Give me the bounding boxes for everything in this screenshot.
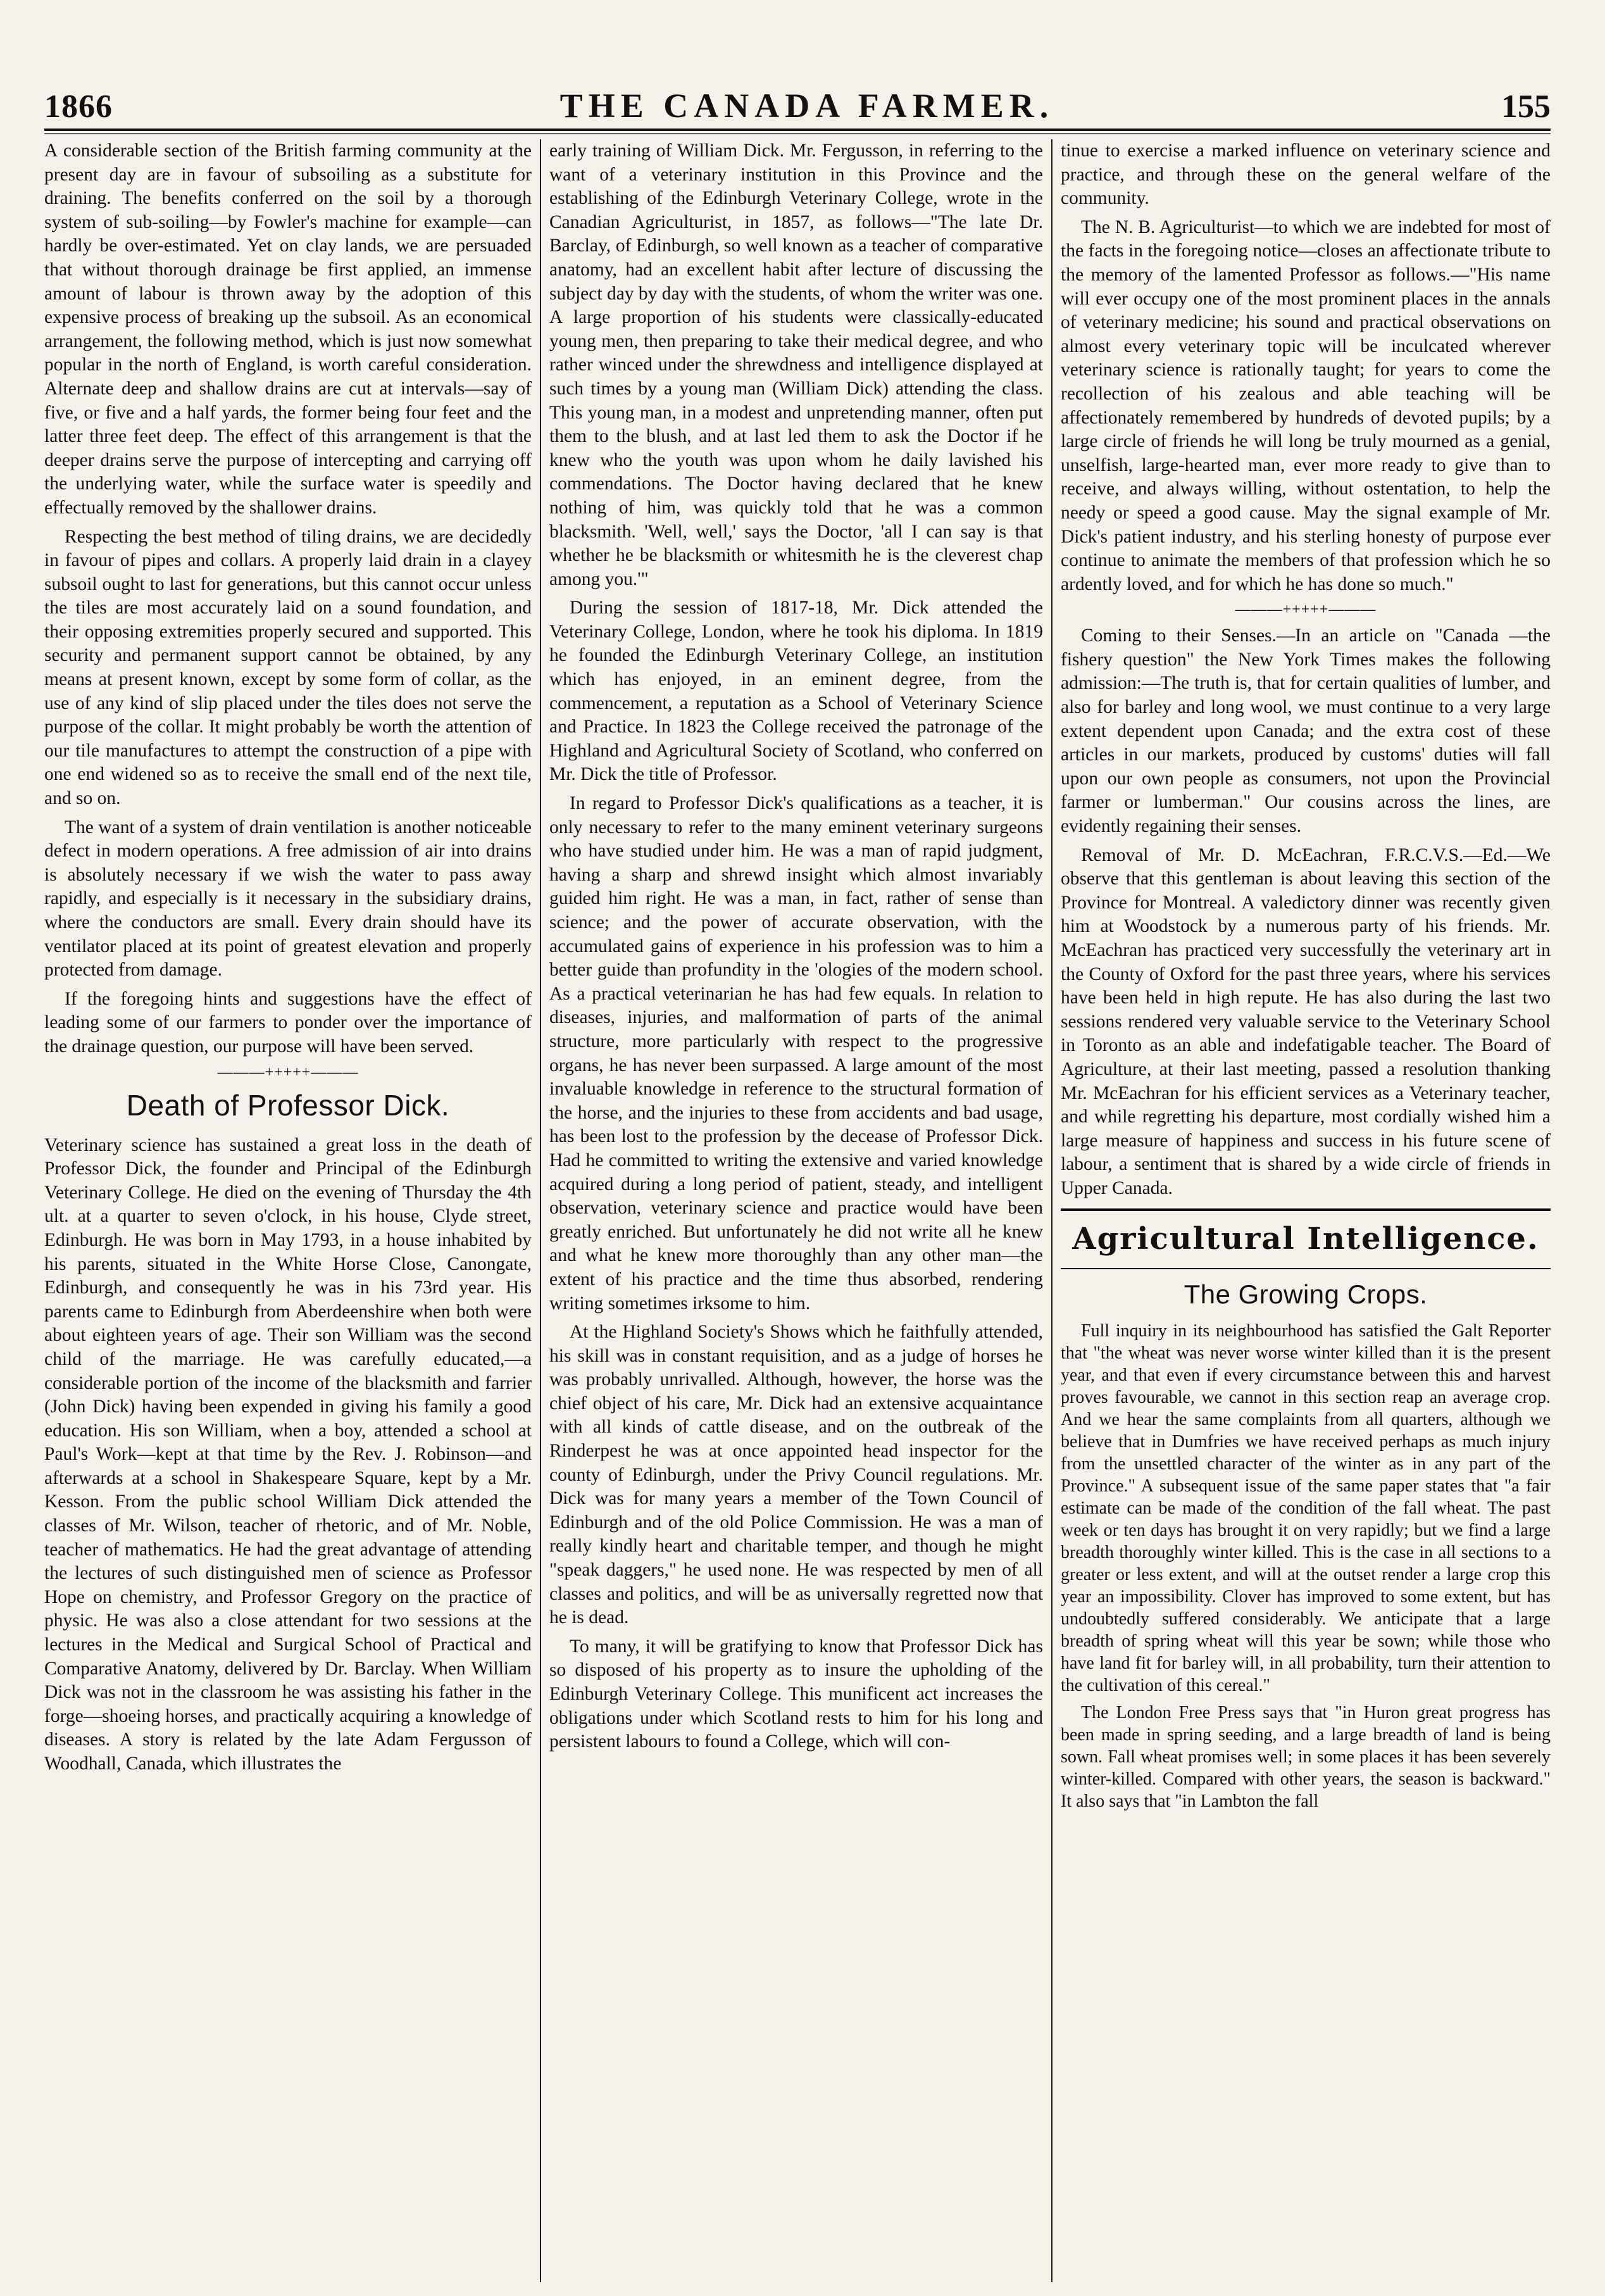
article-paragraph: Veterinary science has sustained a great loss in the death of Professor Dick, the founder and Principal of the Edinburgh Veterinary College. He died on the evening of Thursday the 4th ult. at a quarter to seven o'clock, in his house, Clyde street, Edinburgh. He was born in May 1793, in a house inhabited by his parents, situated in the White Horse Close, Canongate, Edinburgh, and consequently he was in his 73rd year. His parents came to Edinburgh from Aberdeenshire when both were about eighteen years of age. Their son William was the second child of the marriage. He was carefully educated,—a considerable portion of the income of the blacksmith and farrier (John Dick) having been expended in giving his family a good education. His son William, when a boy, attended a school at Paul's Work—kept at that time by the Rev. J. Robinson—and afterwards at a school in Shakespeare Square, kept by a Mr. Kesson. From the public school William Dick attended the classes of Mr. Wilson, teacher of rhetoric, and of Mr. Noble, teacher of mathematics. He had the great advantage of attending the lectures of such distinguished men of science as Professor Hope on chemistry, and Professor Gregory on the practice of physic. He was also a close attendant for two sessions at the lectures in the Medical and Surgical School of Practical and Comparative Anatomy, delivered by Dr. Barclay. When William Dick was not in the classroom he was assisting his father in the forge—shoeing horses, and practically acquiring a knowledge of diseases. A story is related by the late Adam Fergusson of Woodhall, Canada, which illustrates the: [44, 1134, 532, 1774]
column-3: [1061, 139, 1551, 2282]
article-paragraph: Full inquiry in its neighbourhood has satisfied the Galt Reporter that "the wheat was never worse winter killed than it is the present year, and that even if every circumstance between this and harvest proves favourable, we cannot in this section reap an average crop. And we hear the same complaints from all quarters, although we believe that in Dumfries we have received perhaps as much injury from the unsettled character of the winter as in any part of the Province." A subsequent issue of the same paper states that "a fair estimate can be made of the condition of the fall wheat. The past week or ten days has brought it on very rapidly; but we find a large breadth thoroughly winter killed. This is the case in all sections to a greater or less extent, and will at the outset render a large crop this year an impossibility. Clover has improved to some extent, but has undoubtedly suffered considerably. We anticipate that a large breadth of spring wheat will this year be sown; while those who have land fit for barley will, in all probability, turn their attention to the cultivation of this cereal.": [1061, 1321, 1551, 1695]
masthead: [44, 75, 1551, 125]
column-1: [44, 139, 532, 2282]
article-heading: The Growing Crops.: [1183, 1279, 1428, 1309]
section-banner: [1061, 1208, 1551, 1269]
article-paragraph: The want of a system of drain ventilation is another noticeable defect in modern operations. A free admission of air into drains is absolutely necessary if we wish the water to pass away rapidly, and especially is it necessary in the subsidiary drains, where the conductors are small. Every drain should have its ventilator placed at its point of greatest elevation and properly protected from damage.: [44, 817, 532, 981]
section-separator: ———+++++———: [1235, 601, 1377, 618]
article-paragraph: early training of William Dick. Mr. Fergusson, in referring to the want of a veterinary institution in this Province and the establishing of the Edinburgh Veterinary College, wrote in the Canadian Agriculturist, in 1857, as follows—"The late Dr. Barclay, of Edinburgh, so well known as a teacher of comparative anatomy, had an excellent habit after lecture of discussing the subject day by day with the students, of whom the writer was one. A large proportion of his students were classically-educated young men, then preparing to take their medical degree, and who rather winced under the shrewdness and intelligence displayed at such times by a young man (William Dick) attending the class. This young man, in a modest and unpretending manner, often put them to the blush, and at last led them to ask the Doctor if he knew who the youth was upon whom he daily lavished his commendations. The Doctor having declared that he knew nothing of him, was quickly told that he was a common blacksmith. 'Well, well,' says the Doctor, 'all I can say is that whether he be blacksmith or whitesmith he is the cleverest chap among you.'": [549, 141, 1043, 589]
newspaper-title: THE CANADA FARMER.: [559, 87, 1054, 125]
article-paragraph: Coming to their Senses.—In an article on "Canada —the fishery question" the New York Times makes the following admission:—The truth is, that for certain qualities of lumber, and also for barley and long wool, we must continue to a very large extent dependent upon Canada; and the extra cost of these articles in our markets, produced by customs' duties will fall upon our own people as consumers, not upon the Provincial farmer or lumberman." Our cousins across the lines, are evidently regaining their senses.: [1061, 625, 1551, 837]
section-separator: ———+++++———: [217, 1063, 359, 1081]
header-rule-thin: [44, 133, 1551, 134]
page-number: 155: [1501, 89, 1551, 125]
article-paragraph: During the session of 1817-18, Mr. Dick attended the Veterinary College, London, where he took his diploma. In 1819 he founded the Edinburgh Veterinary College, an institution which has enjoyed, in an eminent degree, from the commencement, a reputation as a School of Veterinary Science and Practice. In 1823 the College received the patronage of the Highland and Agricultural Society of Scotland, who conferred on Mr. Dick the title of Professor.: [549, 598, 1043, 785]
article-paragraph: tinue to exercise a marked influence on veterinary science and practice, and through these on the general welfare of the community.: [1061, 141, 1551, 209]
article-paragraph: A considerable section of the British farming community at the present day are in favour of subsoiling as a substitute for draining. The benefits conferred on the soil by a thorough system of sub-soiling—by Fowler's machine for example—can hardly be over-estimated. Yet on clay lands, we are persuaded that without thorough drainage be first applied, an immense amount of labour is thrown away by the adoption of this expensive process of breaking up the subsoil. As an economical arrangement, the following method, which is just now somewhat popular in the north of England, is worth careful consideration. Alternate deep and shallow drains are cut at intervals—say of five, or five and a half yards, the former being four feet and the latter three feet deep. The effect of this arrangement is that the deeper drains serve the purpose of intercepting and carrying off the underlying water, while the surface water is speedily and effectually removed by the shallower drains.: [44, 141, 532, 518]
article-paragraph: In regard to Professor Dick's qualifications as a teacher, it is only necessary to refer to the many eminent veterinary surgeons who have studied under him. He was a man of rapid judgment, having a sharp and shrewd insight which almost invariably guided him right. He was a man, in fact, rather of sense than science; and the power of accurate observation, with the accumulated gains of experience in his profession was to him a better guide than profundity in the 'ologies of the modern school. As a practical veterinarian he has had few equals. In relation to diseases, injuries, and malformation of parts of the animal structure, more particularly with respect to the progressive organs, he has never been surpassed. A large amount of the most invaluable knowledge in reference to the structural formation of the horse, and the injuries to these from accidents and bad usage, has been lost to the profession by the decease of Professor Dick. Had he committed to writing the extensive and varied knowledge acquired during a long period of patient, steady, and intelligent observation, veterinary science and practice would have been greatly enriched. But unfortunately he did not write all he knew and what he knew more thoroughly than any other man—the extent of his practice and the time thus absorbed, rendering writing sometimes irksome to him.: [549, 793, 1043, 1314]
article-heading: Death of Professor Dick.: [126, 1088, 450, 1122]
issue-year: 1866: [44, 89, 113, 125]
section-banner-title: Agricultural Intelligence.: [1072, 1220, 1539, 1257]
article-paragraph: If the foregoing hints and suggestions have the effect of leading some of our farmers to ponder over the importance of the drainage question, our purpose will have been served.: [44, 988, 532, 1057]
article-paragraph: Respecting the best method of tiling drains, we are decidedly in favour of pipes and collars. A properly laid drain in a clayey subsoil ought to last for generations, but this cannot occur unless the tiles are most accurately laid on a sound foundation, and their opposing extremities properly secured and supported. This security and permanent support cannot be obtained, by any means at present known, except by some form of collar, as the use of any kind of slip placed under the tiles does not serve the purpose of the collar. It might probably be worth the attention of our tile manufactures to attempt the construction of a pipe with one end widened so as to receive the small end of the next tile, and so on.: [44, 526, 532, 809]
column-divider: [1051, 139, 1052, 2282]
article-paragraph: The London Free Press says that "in Huron great progress has been made in spring seeding, and a large breadth of land is being sown. Fall wheat promises well; in some places it has been severely winter-killed. Compared with other years, the season is backward." It also says that "in Lambton the fall: [1061, 1702, 1551, 1811]
column-divider: [540, 139, 541, 2282]
article-paragraph: At the Highland Society's Shows which he faithfully attended, his skill was in constant requisition, and as a judge of horses he was probably unrivalled. Although, however, the horse was the chief object of his care, Mr. Dick had an extensive acquaintance with all kinds of cattle disease, and on the outbreak of the Rinderpest he was at once appointed head inspector for the county of Edinburgh, under the Privy Council regulations. Mr. Dick was for many years a member of the Town Council of Edinburgh and of the old Police Commission. He was a man of really kindly heart and charitable temper, and though he might "speak daggers," he used none. He was respected by men of all classes and politics, and will be as universally regretted now that he is dead.: [549, 1322, 1043, 1628]
header-rule: [44, 129, 1551, 131]
article-paragraph: To many, it will be gratifying to know that Professor Dick has so disposed of his property as to insure the upholding of the Edinburgh Veterinary College. This munificent act increases the obligations under which Scotland rests to him for his long and persistent labours to found a College, which will con-: [549, 1636, 1043, 1752]
article-paragraph: The N. B. Agriculturist—to which we are indebted for most of the facts in the foregoing notice—closes an affectionate tribute to the memory of the lamented Professor as follows.—"His name will ever occupy one of the most prominent places in the annals of veterinary medicine; his sound and practical observations on almost every veterinary topic will be inculcated wherever veterinary science is rationally taught; for years to come the recollection of his zealous and able teaching will be affectionately remembered by hundreds of devoted pupils; by a large circle of friends he will long be truly mourned as a genial, unselfish, large-hearted man, ever more ready to give than to receive, and always willing, without ostentation, to help the needy or speed a good cause. May the signal example of Mr. Dick's patient industry, and his sterling honesty of purpose ever continue to animate the members of that profession which he so ardently loved, and for which he has done so much.": [1061, 216, 1551, 594]
article-paragraph: Removal of Mr. D. McEachran, F.R.C.V.S.—Ed.—We observe that this gentleman is about leaving this section of the Province for Montreal. A valedictory dinner was recently given him at Woodstock by a numerous party of his friends. Mr. McEachran has practiced very successfully the veterinary art in the County of Oxford for the past three years, where his services have been held in high repute. He has also during the last two sessions rendered very valuable service to the Veterinary School in Toronto as an able and indefatigable teacher. The Board of Agriculture, at their last meeting, passed a resolution thanking Mr. McEachran for his efficient services as a Veterinary teacher, and while regretting his departure, most cordially wished him a large measure of happiness and success in his future scene of labour, a sentiment that is shared by a wide circle of friends in Upper Canada.: [1061, 844, 1551, 1198]
column-2: [549, 139, 1043, 2282]
